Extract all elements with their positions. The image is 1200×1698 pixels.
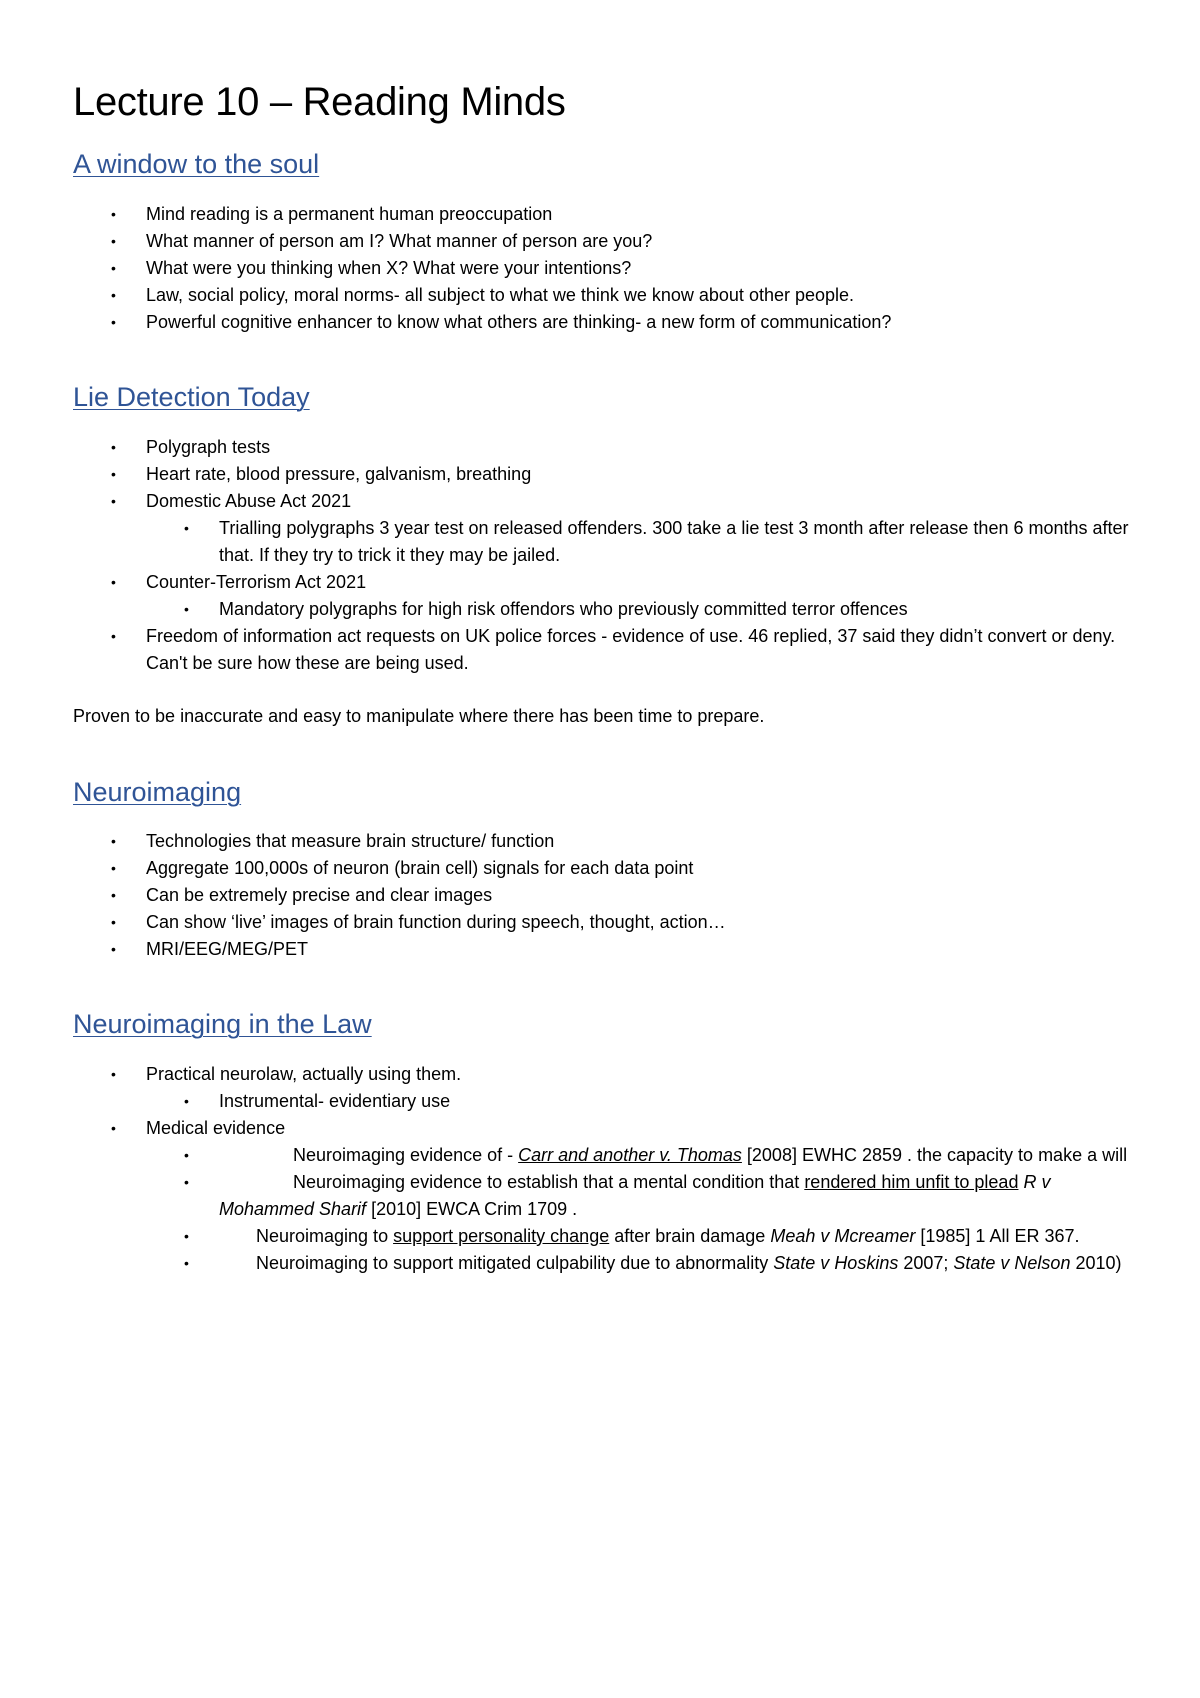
bullet-icon: •	[111, 438, 116, 455]
bullet-icon: •	[184, 1093, 189, 1109]
list-item: • What were you thinking when X? What were your intentions?	[73, 255, 1140, 282]
sub-list-item-hoskins: • Neuroimaging to support mitigated culpability due to abnormality State v Hoskins 2007; State v Nelson 2010)	[73, 1250, 1140, 1277]
bullet-icon: •	[111, 259, 116, 276]
bullet-icon: •	[184, 600, 189, 617]
case-citation: Meah v Mcreamer	[770, 1226, 916, 1246]
list-item: • Polygraph tests	[73, 434, 1140, 461]
sub-list-item-carr: • Neuroimaging evidence of - Carr and another v. Thomas [2008] EWHC 2859 . the capacity to make a will	[73, 1142, 1140, 1169]
list-item: • Practical neurolaw, actually using them.	[73, 1061, 1140, 1088]
bullet-icon: •	[111, 286, 116, 303]
list-item: • Powerful cognitive enhancer to know what others are thinking- a new form of communication?	[73, 309, 1140, 336]
neuroimaging-law-bullet-list	[73, 1061, 1140, 1277]
case-citation: Carr and another v. Thomas	[518, 1145, 742, 1165]
bullet-icon: •	[111, 860, 116, 877]
heading-lie-detection-today: Lie Detection Today	[73, 381, 310, 412]
bullet-icon: •	[184, 1255, 189, 1271]
list-item: • Technologies that measure brain structure/ function	[73, 828, 1140, 855]
bullet-icon: •	[184, 1147, 189, 1163]
bullet-icon: •	[111, 232, 116, 249]
list-item: • Freedom of information act requests on UK police forces - evidence of use. 46 replied, 37 said they didn’t convert or deny. Can't be sure how these are being used.	[73, 623, 1140, 677]
bullet-icon: •	[111, 1066, 116, 1082]
heading-neuroimaging-in-the-law: Neuroimaging in the Law	[73, 1009, 372, 1040]
window-bullet-list	[73, 201, 1140, 336]
heading-neuroimaging: Neuroimaging	[73, 776, 242, 807]
list-item: • Counter-Terrorism Act 2021	[73, 569, 1140, 596]
case-citation: State v Hoskins	[773, 1253, 899, 1273]
bullet-icon: •	[184, 519, 189, 536]
sub-list-item: • Instrumental- evidentiary use	[73, 1088, 1140, 1115]
list-item: • Can be extremely precise and clear images	[73, 882, 1140, 909]
bullet-icon: •	[111, 887, 116, 904]
bullet-icon: •	[111, 313, 116, 330]
bullet-icon: •	[111, 941, 116, 958]
list-item: • What manner of person am I? What manner of person are you?	[73, 228, 1140, 255]
list-item: • MRI/EEG/MEG/PET	[73, 936, 1140, 963]
bullet-icon: •	[184, 1228, 189, 1244]
list-item: • Domestic Abuse Act 2021	[73, 488, 1140, 515]
list-item: • Aggregate 100,000s of neuron (brain cell) signals for each data point	[73, 855, 1140, 882]
case-citation: R v Mohammed Sharif	[219, 1172, 1051, 1219]
list-item: • Mind reading is a permanent human preoccupation	[73, 201, 1140, 228]
case-citation: State v Nelson	[953, 1253, 1071, 1273]
bullet-icon: •	[111, 914, 116, 931]
list-item: • Heart rate, blood pressure, galvanism, breathing	[73, 461, 1140, 488]
sub-list-item-meah: • Neuroimaging to support personality change after brain damage Meah v Mcreamer [1985] 1 All ER 367.	[73, 1223, 1140, 1250]
heading-window-to-the-soul: A window to the soul	[73, 149, 320, 179]
neuroimaging-bullet-list	[73, 828, 1140, 963]
bullet-icon: •	[111, 627, 116, 644]
bullet-icon: •	[184, 1174, 189, 1190]
page-title: Lecture 10 – Reading Minds	[73, 80, 566, 124]
bullet-icon: •	[111, 492, 116, 509]
lie-detection-bullet-list	[73, 434, 1140, 677]
list-item: • Can show ‘live’ images of brain function during speech, thought, action…	[73, 909, 1140, 936]
list-item: • Medical evidence	[73, 1115, 1140, 1142]
lie-detection-note: Proven to be inaccurate and easy to manipulate where there has been time to prepare.	[73, 705, 765, 726]
sub-list-item: • Trialling polygraphs 3 year test on released offenders. 300 take a lie test 3 month after release then 6 months after that. If they try to trick it they may be jailed.	[73, 515, 1140, 569]
sub-list-item: • Mandatory polygraphs for high risk offendors who previously committed terror offences	[73, 596, 1140, 623]
bullet-icon: •	[111, 1120, 116, 1136]
bullet-icon: •	[111, 833, 116, 850]
list-item: • Law, social policy, moral norms- all subject to what we think we know about other people.	[73, 282, 1140, 309]
bullet-icon: •	[111, 573, 116, 590]
bullet-icon: •	[111, 205, 116, 222]
bullet-icon: •	[111, 465, 116, 482]
sub-list-item-sharif: • Neuroimaging evidence to establish that a mental condition that rendered him unfit to plead R v Mohammed Sharif [2010] EWCA Crim 1709 .	[73, 1169, 1140, 1223]
